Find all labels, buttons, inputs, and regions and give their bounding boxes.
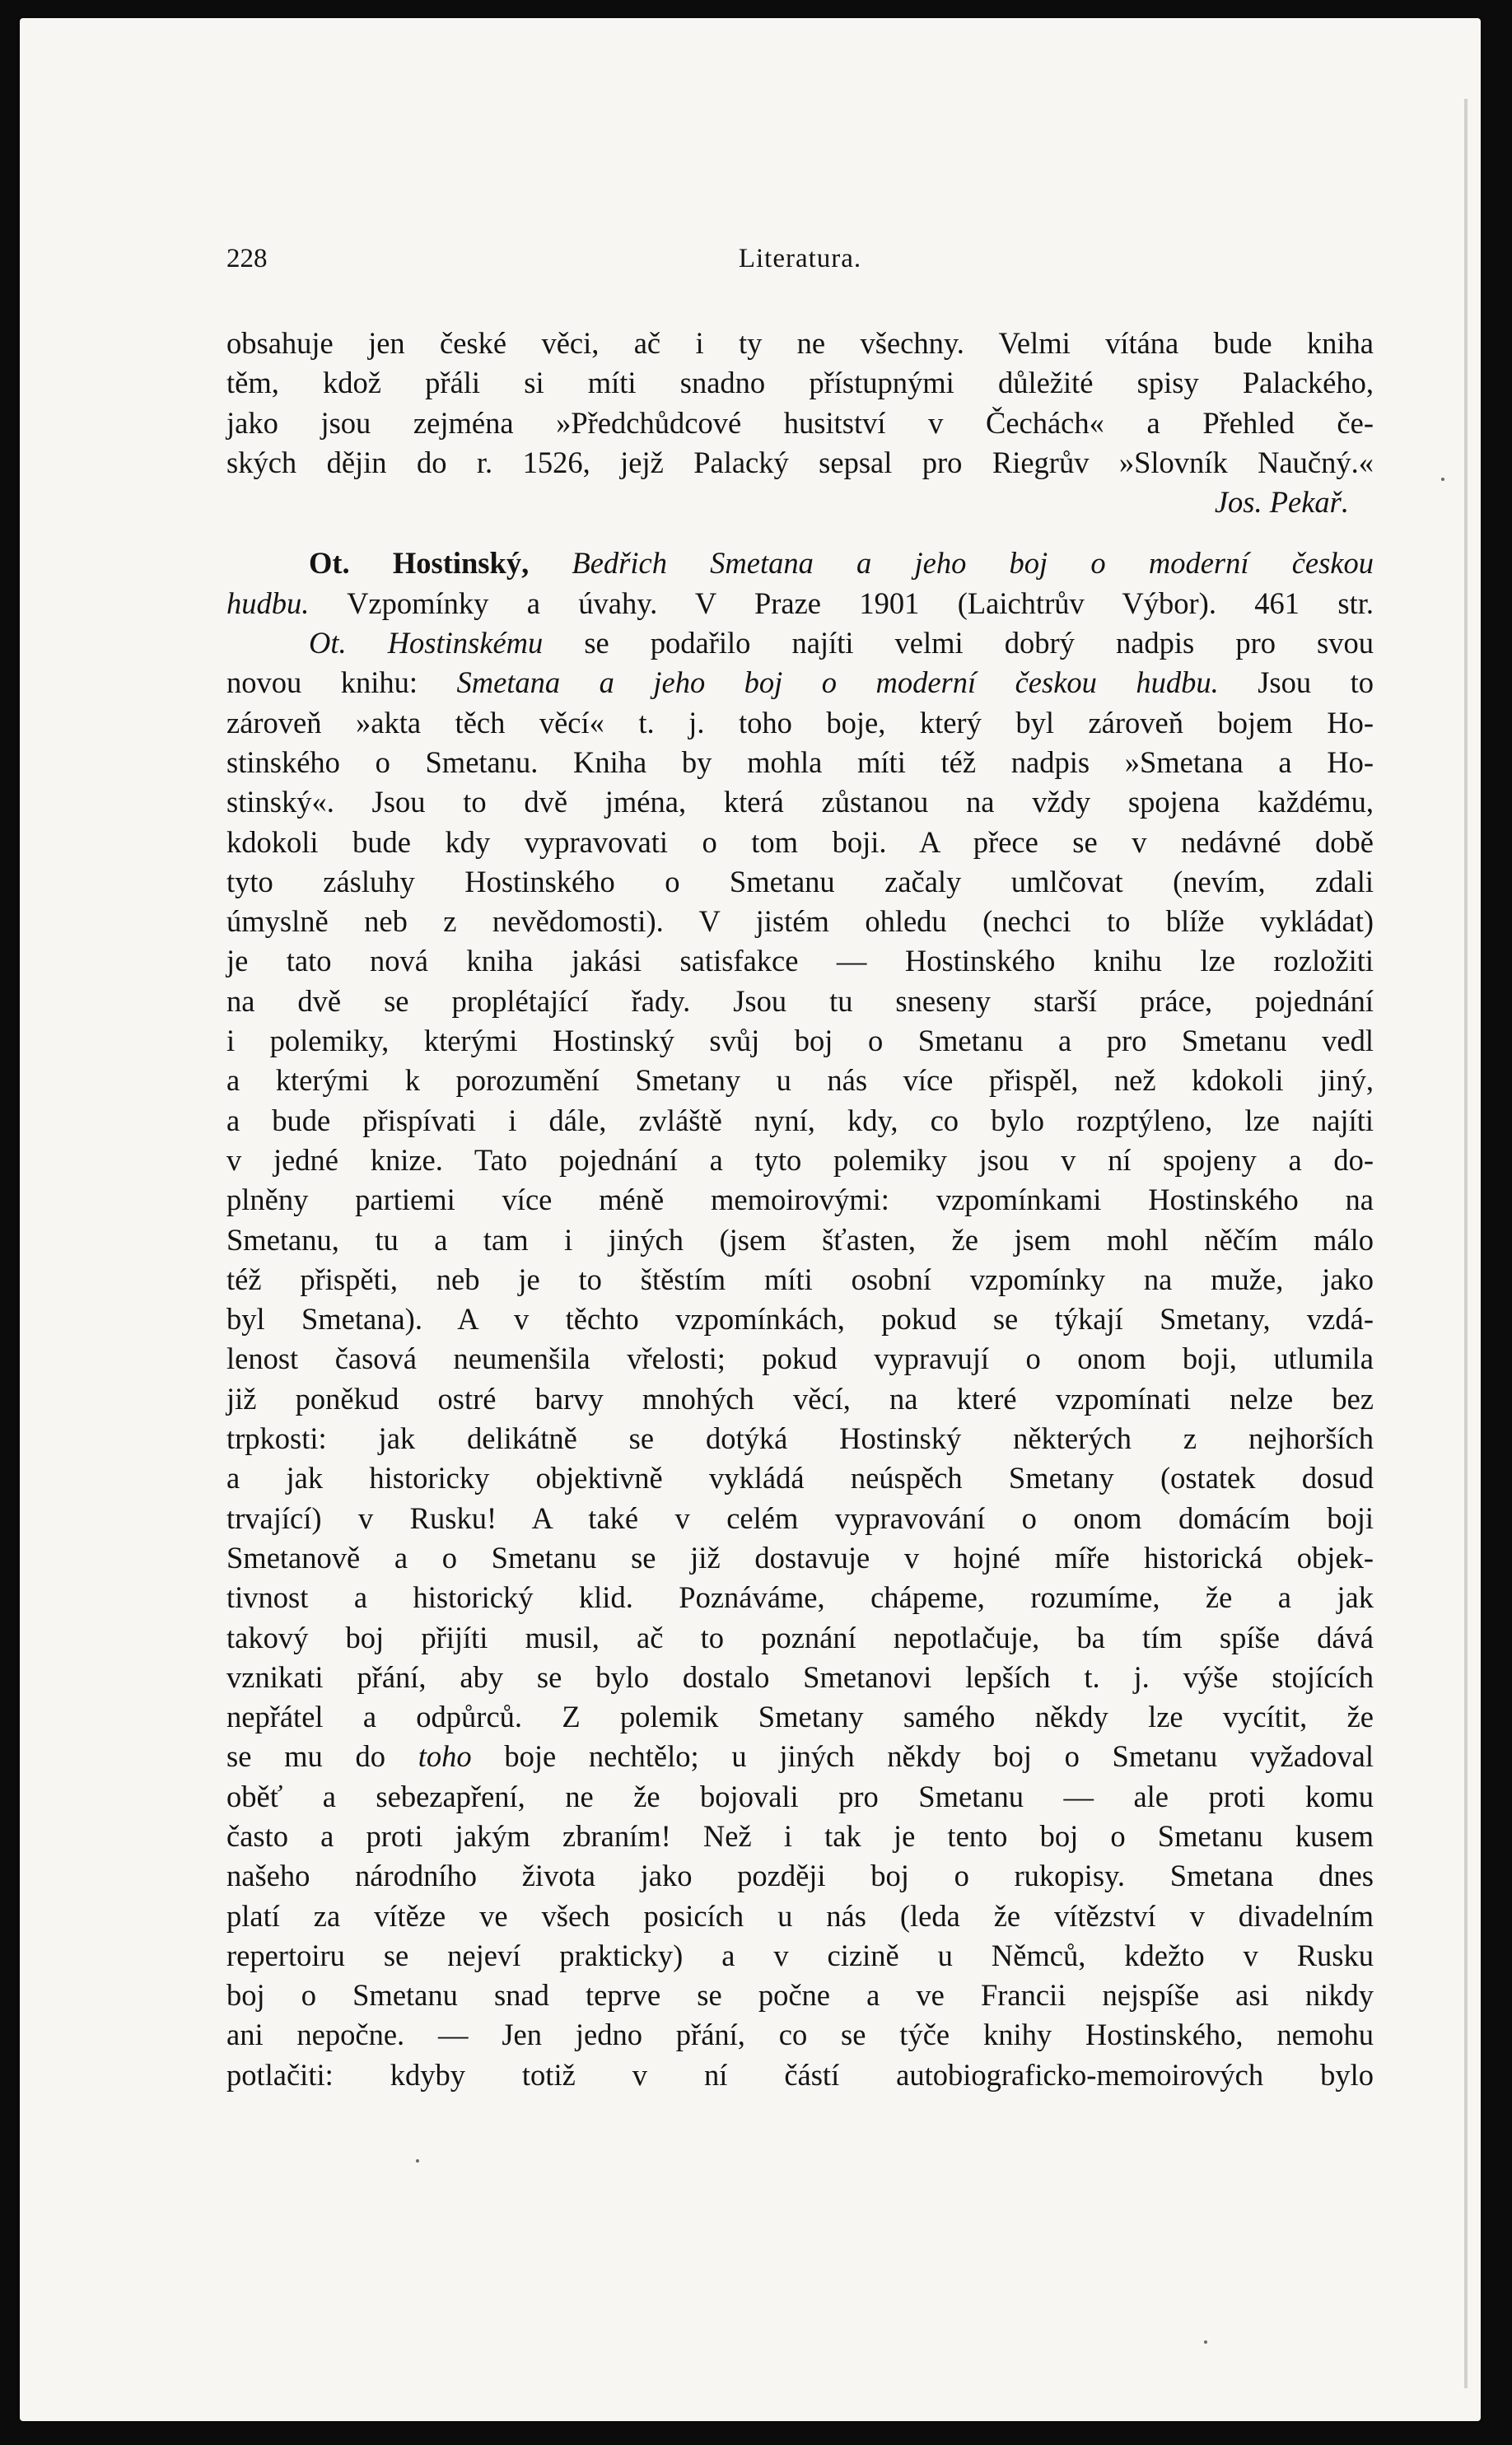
text-line: jako jsou zejména »Předchůdcové husitství v Čechách« a Přehled če- — [226, 405, 1374, 440]
text-line — [226, 623, 1374, 663]
text-line: těm, kdož přáli si míti snadno přístupnými důležité spisy Palackého, — [226, 366, 1374, 400]
text-line: stinský«. Jsou to dvě jména, která zůstanou na vždy spojena každému, — [226, 785, 1374, 819]
text-line: je tato nová kniha jakási satisfakce — Hostinského knihu lze rozložiti — [226, 944, 1374, 978]
text-line: lenost časová neumenšila vřelosti; pokud vypravují o onom boji, utlumila — [226, 1341, 1374, 1376]
text-line: stinského o Smetanu. Kniha by mohla míti též nadpis »Smetana a Ho- — [226, 744, 1374, 779]
text-line: zároveň »akta těch věcí« t. j. toho boje, který byl zároveň bojem Ho- — [226, 705, 1374, 740]
text-line: i polemiky, kterými Hostinský svůj boj o Smetanu a pro Smetanu vedl — [226, 1024, 1374, 1058]
text-segment: se podařilo najíti velmi dobrý nadpis pro svou — [584, 626, 1374, 660]
text-segment: novou knihu: — [226, 665, 418, 700]
text-line: trpkosti: jak delikátně se dotýká Hostinský některých z nejhorších — [226, 1421, 1374, 1456]
text-line: takový boj přijíti musil, ač to poznání nepotlačuje, ba tím spíše dává — [226, 1620, 1374, 1654]
scan-speck — [1441, 478, 1444, 481]
text-line: a bude přispívati i dále, zvláště nyní, kdy, co bylo rozptýleno, lze najíti — [226, 1103, 1374, 1137]
text-line: obsahuje jen české věci, ač i ty ne všechny. Velmi vítána bude kniha — [226, 326, 1374, 360]
page-edge-shadow — [1464, 99, 1468, 2388]
emphasis: toho — [418, 1739, 472, 1774]
text-line: úmyslně neb z nevědomosti). V jistém ohledu (nechci to blíže vykládat) — [226, 904, 1374, 939]
text-line: a kterými k porozumění Smetany u nás více přispěl, než kdokoli jiný, — [226, 1063, 1374, 1098]
scan-speck — [416, 2159, 419, 2163]
review-continuation — [226, 324, 1374, 522]
text-line: ských dějin do r. 1526, jejž Palacký sepsal pro Riegrův »Slovník Naučný.« — [226, 445, 1374, 479]
text-line: byl Smetana). A v těchto vzpomínkách, pokud se týkají Smetany, vzdá- — [226, 1302, 1374, 1337]
text-line: nepřátel a odpůrců. Z polemik Smetany samého někdy lze vycítit, že — [226, 1700, 1374, 1734]
text-line: trvající) v Rusku! A také v celém vypravování o onom domácím boji — [226, 1500, 1374, 1535]
book-title-end: hudbu. — [226, 586, 310, 620]
running-head: Literatura. — [738, 244, 862, 273]
page-body — [226, 324, 1374, 2095]
page-header — [226, 244, 1374, 283]
text-segment: boje nechtělo; u jiných někdy boj o Smetanu vyžadoval — [504, 1739, 1374, 1774]
bibliography-line-1 — [226, 544, 1374, 583]
book-author: Ot. Hostinský, — [309, 546, 530, 581]
text-line: plněny partiemi více méně memoirovými: vzpomínkami Hostinského na — [226, 1183, 1374, 1217]
text-line: platí za vítěze ve všech posicích u nás (leda že vítězství v divadelním — [226, 1898, 1374, 1933]
text-line: našeho národního života jako později boj o rukopisy. Smetana dnes — [226, 1859, 1374, 1893]
text-line: oběť a sebezapření, ne že bojovali pro Smetanu — ale proti komu — [226, 1779, 1374, 1813]
text-line: repertoiru se nejeví prakticky) a v cizině u Němců, kdežto v Rusku — [226, 1938, 1374, 1972]
text-line: často a proti jakým zbraním! Než i tak je tento boj o Smetanu kusem — [226, 1818, 1374, 1853]
text-line: kdokoli bude kdy vypravovati o tom boji. A přece se v nedávné době — [226, 824, 1374, 859]
text-line: tyto zásluhy Hostinského o Smetanu začaly umlčovat (nevím, zdali — [226, 864, 1374, 898]
text-line: již poněkud ostré barvy mnohých věcí, na které vzpomínati nelze bez — [226, 1381, 1374, 1416]
text-line: tivnost a historický klid. Poznáváme, chápeme, rozumíme, že a jak — [226, 1580, 1374, 1615]
text-line: potlačiti: kdyby totiž v ní částí autobiograficko-memoirových bylo — [226, 2057, 1374, 2092]
text-line: a jak historicky objektivně vykládá neúspěch Smetany (ostatek dosud — [226, 1461, 1374, 1495]
text-segment: se mu do — [226, 1739, 385, 1774]
reviewer-signature: Jos. Pekař. — [1214, 485, 1349, 520]
page-number: 228 — [226, 244, 268, 273]
bibliography-line-2 — [226, 584, 1374, 623]
bibliography-details: Vzpomínky a úvahy. V Praze 1901 (Laichtrův Výbor). 461 str. — [347, 586, 1374, 620]
text-line: boj o Smetanu snad teprve se počne a ve Francii nejspíše asi nikdy — [226, 1978, 1374, 2013]
text-line: též přispěti, neb je to štěstím míti osobní vzpomínky na muže, jako — [226, 1262, 1374, 1296]
text-line: ani nepočne. — Jen jedno přání, co se týče knihy Hostinského, nemohu — [226, 2018, 1374, 2052]
review-hostinsky — [226, 544, 1374, 2095]
text-line — [226, 663, 1374, 702]
text-line: na dvě se proplétající řady. Jsou tu sneseny starší práce, pojednání — [226, 983, 1374, 1018]
scan-speck — [1204, 2340, 1207, 2344]
text-line: Smetanově a o Smetanu se již dostavuje v hojné míře historická objek- — [226, 1540, 1374, 1575]
text-line — [226, 1737, 1374, 1776]
author-name: Ot. Hostinskému — [309, 626, 544, 660]
book-title: Bedřich Smetana a jeho boj o moderní českou — [572, 546, 1374, 581]
cited-title: Smetana a jeho boj o moderní českou hudbu. — [456, 665, 1219, 700]
text-line: Smetanu, tu a tam i jiných (jsem šťasten, že jsem mohl něčím málo — [226, 1222, 1374, 1257]
text-segment: Jsou to — [1258, 665, 1374, 700]
section-gap — [226, 522, 1374, 544]
text-line: vznikati přání, aby se bylo dostalo Smetanovi lepších t. j. výše stojících — [226, 1659, 1374, 1694]
text-line: v jedné knize. Tato pojednání a tyto polemiky jsou v ní spojeny a do- — [226, 1142, 1374, 1177]
